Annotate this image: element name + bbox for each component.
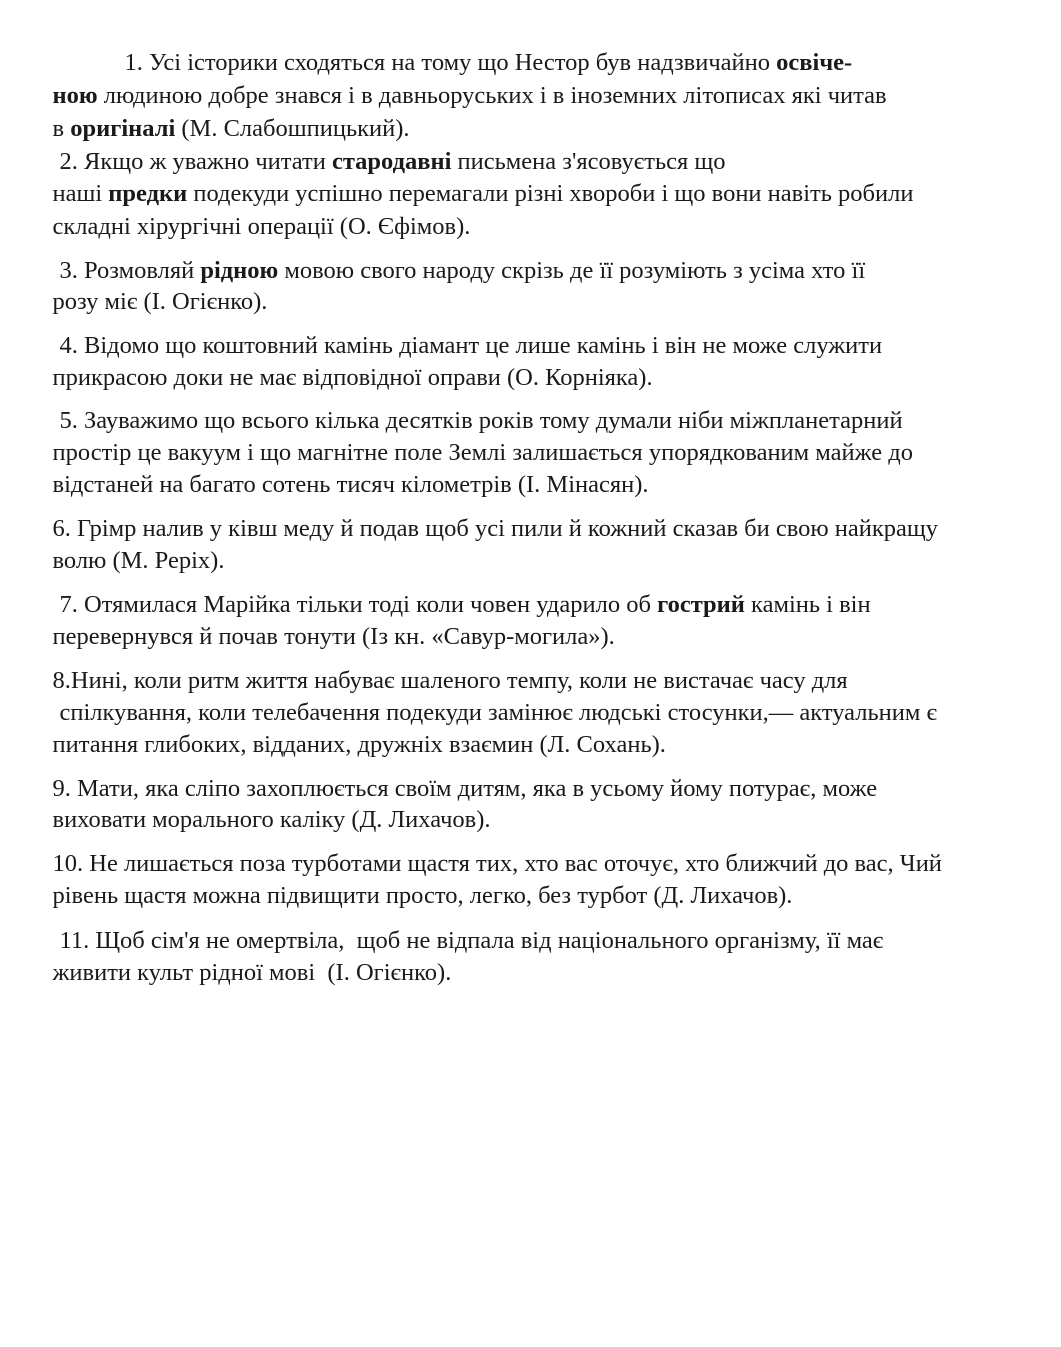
s11-line2 [28, 925, 451, 1021]
text-run: перевернувся й почав тонути (Із кн. «Савур-могила»). [52, 623, 615, 650]
text-run: складні хірургічні операції (О. Єфімов). [52, 213, 471, 240]
bold-word: освіче- [776, 49, 853, 76]
text-run: камінь і він [744, 591, 871, 618]
bold-word: рідною [200, 257, 279, 284]
text-run: 9. Мати, яка сліпо захоплюється своїм дитям, яка в усьому йому потурає, може [52, 775, 878, 802]
text-run: людиною добре знався і в давньоруських і в іноземних літописах які читав [97, 82, 887, 109]
text-run: мовою свого народу скрізь де її розуміють з усіма хто її [278, 257, 866, 284]
text-run: 11. Щоб сім'я не омертвіла, щоб не відпала від національного організму, її має [59, 927, 884, 954]
text-run: прикрасою доки не має відповідної оправи (О. Корніяка). [52, 364, 653, 391]
bold-word: стародавні [331, 148, 452, 175]
text-run: 8.Нині, коли ритм життя набуває шаленого темпу, коли не вистачає часу для [52, 667, 848, 694]
text-run: виховати морального каліку (Д. Лихачов). [52, 806, 491, 833]
text-run: спілкування, коли телебачення подекуди замінює людські стосунки,— актуальним є [59, 699, 938, 726]
text-run: рівень щастя можна підвищити просто, легко, без турбот (Д. Лихачов). [52, 882, 793, 909]
text-run: 4. Відомо що коштовний камінь діамант це лише камінь і він не може служити [59, 332, 883, 359]
text-run: 7. Отямилася Марійка тільки тоді коли човен ударило об [59, 591, 658, 618]
text-run: простір це вакуум і що магнітне поле Землі залишається упорядкованим майже до [52, 439, 913, 466]
text-run: 3. Розмовляй [59, 257, 201, 284]
bold-word: предки [108, 180, 188, 207]
text-run: 6. Грімр налив у ківш меду й подав щоб усі пили й кожний сказав би свою найкращу [52, 515, 939, 542]
text-run: розу міє (І. Огієнко). [52, 288, 268, 315]
text-run: відстаней на багато сотень тисяч кілометрів (І. Мінасян). [52, 471, 649, 498]
text-run: наші [52, 180, 109, 207]
bold-word: гострий [657, 591, 745, 618]
text-run: питання глибоких, відданих, дружніх взаємин (Л. Сохань). [52, 731, 666, 758]
text-run: 5. Зауважимо що всього кілька десятків років тому думали ніби міжпланетарний [59, 407, 903, 434]
text-run: (М. Слабошпицький). [175, 115, 410, 142]
bold-word: оригіналі [70, 115, 176, 142]
text-run: в [52, 115, 71, 142]
text-run: живити культ рідної мові (І. Огієнко). [52, 959, 452, 986]
text-run: подекуди успішно перемагали різні хвороби і що вони навіть робили [187, 180, 914, 207]
text-run: 2. Якщо ж уважно читати [59, 148, 332, 175]
text-run: волю (М. Реріх). [52, 547, 225, 574]
text-run: письмена з'ясовується що [451, 148, 726, 175]
bold-word: ною [52, 82, 98, 109]
text-run: 10. Не лишається поза турботами щастя тих, хто вас оточує, хто ближчий до вас, Чий [52, 850, 942, 877]
text-run: 1. Усі історики сходяться на тому що Нестор був надзвичайно [124, 49, 777, 76]
